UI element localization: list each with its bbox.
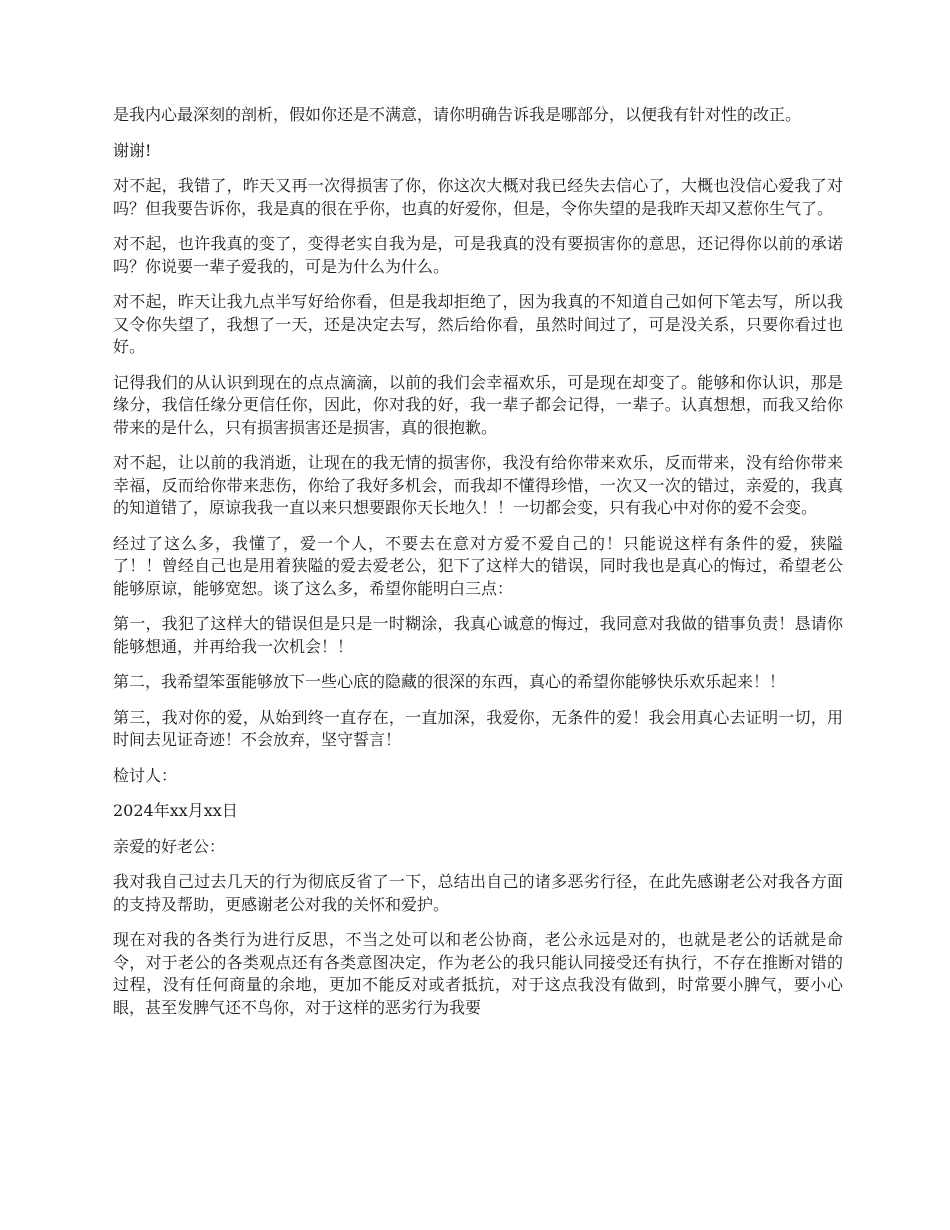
paragraph-memories: 记得我们的从认识到现在的点点滴滴，以前的我们会幸福欢乐，可是现在却变了。能够和你认识，那是缘分，我信任缘分更信任你，因此，你对我的好，我一辈子都会记得，一辈子。认真想想，而我又给你带来的是什么，只有损害损害还是损害，真的很抱歉。 (113, 372, 843, 437)
salutation: 亲爱的好老公： (113, 836, 226, 856)
paragraph-point-one: 第一，我犯了这样大的错误但是只是一时糊涂，我真心诚意的悔过，我同意对我做的错事负责！恳请你能够想通，并再给我一次机会！！ (113, 614, 843, 656)
paragraph-intro-continuation: 是我内心最深刻的剖析，假如你还是不满意，请你明确告诉我是哪部分，以便我有针对性的改正。 (113, 105, 802, 124)
paragraph-apology-4: 对不起，让以前的我消逝，让现在的我无情的损害你，我没有给你带来欢乐，反而带来，没有给你带来幸福，反而给你带来悲伤，你给了我好多机会，而我却不懂得珍惜，一次又一次的错过，亲爱的，我真的知道错了，原谅我我一直以来只想要跟你天长地久！！一切都会变，只有我心中对你的爱不会变。 (113, 453, 843, 517)
paragraph-letter-2-intro: 我对我自己过去几天的行为彻底反省了一下，总结出自己的诸多恶劣行径，在此先感谢老公对我各方面的支持及帮助，更感谢老公对我的关怀和爱护。 (113, 872, 843, 914)
document-body (113, 104, 843, 1032)
paragraph-apology-1: 对不起，我错了，昨天又再一次得损害了你，你这次大概对我已经失去信心了，大概也没信心爱我了对吗？但我要告诉你，我是真的很在乎你，也真的好爱你，但是，令你失望的是我昨天却又惹你生气了。 (113, 176, 843, 218)
paragraph-apology-2: 对不起，也许我真的变了，变得老实自我为是，可是我真的没有要损害你的意思，还记得你以前的承诺吗？你说要一辈子爱我的，可是为什么为什么。 (113, 234, 843, 276)
paragraph-thanks: 谢谢! (113, 140, 152, 160)
paragraph-point-two: 第二，我希望笨蛋能够放下一些心底的隐藏的很深的东西，真心的希望你能够快乐欢乐起来！！ (113, 672, 786, 691)
date-line: 2024年xx月xx日 (113, 801, 238, 820)
signature-label: 检讨人： (113, 765, 178, 785)
paragraph-letter-2-body: 现在对我的各类行为进行反思，不当之处可以和老公协商，老公永远是对的，也就是老公的话就是命令，对于老公的各类观点还有各类意图决定，作为老公的我只能认同接受还有执行，不存在推断对错的过程，没有任何商量的余地，更加不能反对或者抵抗，对于这点我没有做到，时常要小脾气，要小心眼，甚至发脾气还不鸟你，对于这样的恶劣行为我要 (113, 930, 843, 1017)
paragraph-reflection: 经过了这么多，我懂了，爱一个人，不要去在意对方爱不爱自己的！只能说这样有条件的爱，狭隘了！！曾经自己也是用着狭隘的爱去爱老公，犯下了这样大的错误，同时我也是真心的悔过，希望老公能够原谅，能够宽恕。谈了这么多，希望你能明白三点： (113, 533, 843, 598)
paragraph-point-three: 第三，我对你的爱，从始到终一直存在，一直加深，我爱你，无条件的爱！我会用真心去证明一切，用时间去见证奇迹！不会放弃，坚守誓言！ (113, 707, 843, 749)
paragraph-apology-3: 对不起，昨天让我九点半写好给你看，但是我却拒绝了，因为我真的不知道自己如何下笔去写，所以我又令你失望了，我想了一天，还是决定去写，然后给你看，虽然时间过了，可是没关系，只要你看过也好。 (113, 292, 843, 356)
